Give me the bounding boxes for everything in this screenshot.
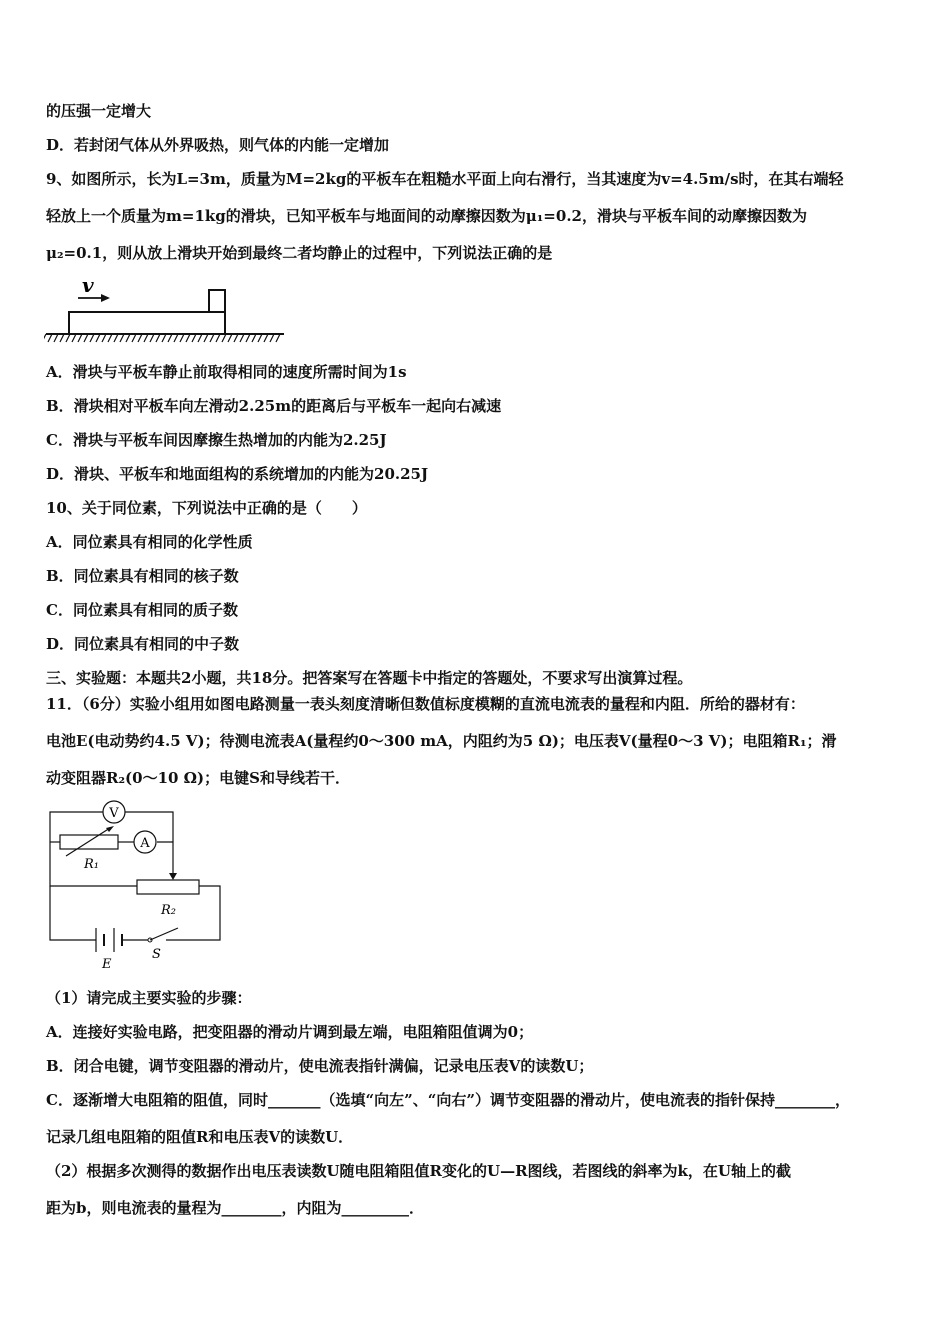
option-b-q10: B．同位素具有相同的核子数 bbox=[46, 567, 239, 585]
option-a-q10: A．同位素具有相同的化学性质 bbox=[46, 533, 253, 551]
step-a: A．连接好实验电路，把变阻器的滑动片调到最左端，电阻箱阻值调为0； bbox=[46, 1023, 534, 1041]
r2-rheostat bbox=[137, 880, 199, 894]
question-11-line3: 动变阻器R₂(0～10 Ω)；电键S和导线若干． bbox=[46, 769, 350, 787]
ammeter-label: A bbox=[140, 836, 150, 851]
circuit-diagram bbox=[44, 796, 230, 976]
part-1-heading: （1）请完成主要实验的步骤： bbox=[46, 989, 252, 1007]
option-c-q9: C．滑块与平板车间因摩擦生热增加的内能为2.25J bbox=[46, 431, 387, 449]
cart-figure bbox=[44, 272, 294, 352]
option-d-q8: D．若封闭气体从外界吸热，则气体的内能一定增加 bbox=[46, 136, 390, 154]
section-3-heading: 三、实验题：本题共2小题，共18分。把答案写在答题卡中指定的答题处，不要求写出演算过程。 bbox=[46, 669, 693, 687]
step-b: B．闭合电键，调节变阻器的滑动片，使电流表指针满偏，记录电压表V的读数U； bbox=[46, 1057, 594, 1075]
r1-arrowhead bbox=[106, 826, 114, 832]
circuit-wires bbox=[50, 812, 220, 940]
switch-lever bbox=[150, 928, 178, 940]
velocity-label: v bbox=[82, 273, 94, 297]
step-c-line2: 记录几组电阻箱的阻值R和电压表V的读数U． bbox=[46, 1128, 354, 1146]
slider-block bbox=[209, 290, 225, 312]
ground-hatch bbox=[44, 334, 280, 342]
question-9-line2: 轻放上一个质量为m=1kg的滑块，已知平板车与地面间的动摩擦因数为μ₁=0.2，滑块与平板车间的动摩擦因数为 bbox=[46, 207, 807, 225]
option-d-q10: D．同位素具有相同的中子数 bbox=[46, 635, 240, 653]
question-9-line1: 9、如图所示，长为L=3m，质量为M=2kg的平板车在粗糙水平面上向右滑行，当其速度为v=4.5m/s时，在其右端轻 bbox=[46, 170, 844, 188]
question-11-line1: 11．（6分）实验小组用如图电路测量一表头刻度清晰但数值标度模糊的直流电流表的量程和内阻．所给的器材有： bbox=[46, 695, 805, 713]
battery-label: E bbox=[102, 957, 112, 972]
r2-label: R₂ bbox=[161, 903, 176, 918]
text-line: 的压强一定增大 bbox=[46, 102, 152, 120]
question-10: 10、关于同位素，下列说法中正确的是（ ） bbox=[46, 499, 367, 517]
cart-board bbox=[69, 312, 225, 334]
option-d-q9: D．滑块、平板车和地面组构的系统增加的内能为20.25J bbox=[46, 465, 429, 483]
question-11-line2: 电池E(电动势约4.5 V)；待测电流表A(量程约0～300 mA，内阻约为5 Ω)；电压表V(量程0～3 V)；电阻箱R₁；滑 bbox=[46, 732, 837, 750]
voltmeter-label: V bbox=[109, 806, 119, 821]
part-2-line2: 距为b，则电流表的量程为________，内阻为_________． bbox=[46, 1199, 424, 1217]
step-c-line1: C．逐渐增大电阻箱的阻值，同时_______（选填“向左”、“向右”）调节变阻器的滑动片，使电流表的指针保持________， bbox=[46, 1091, 850, 1109]
r1-label: R₁ bbox=[84, 857, 99, 872]
part-2-line1: （2）根据多次测得的数据作出电压表读数U随电阻箱阻值R变化的U—R图线，若图线的斜率为k，在U轴上的截 bbox=[46, 1162, 792, 1180]
option-c-q10: C．同位素具有相同的质子数 bbox=[46, 601, 238, 619]
option-a-q9: A．滑块与平板车静止前取得相同的速度所需时间为1s bbox=[46, 363, 407, 381]
velocity-arrowhead bbox=[101, 294, 110, 302]
option-b-q9: B．滑块相对平板车向左滑动2.25m的距离后与平板车一起向右减速 bbox=[46, 397, 502, 415]
switch-label: S bbox=[152, 947, 161, 962]
r2-slider-arrow bbox=[169, 873, 177, 880]
question-9-line3: μ₂=0.1，则从放上滑块开始到最终二者均静止的过程中，下列说法正确的是 bbox=[46, 244, 553, 262]
